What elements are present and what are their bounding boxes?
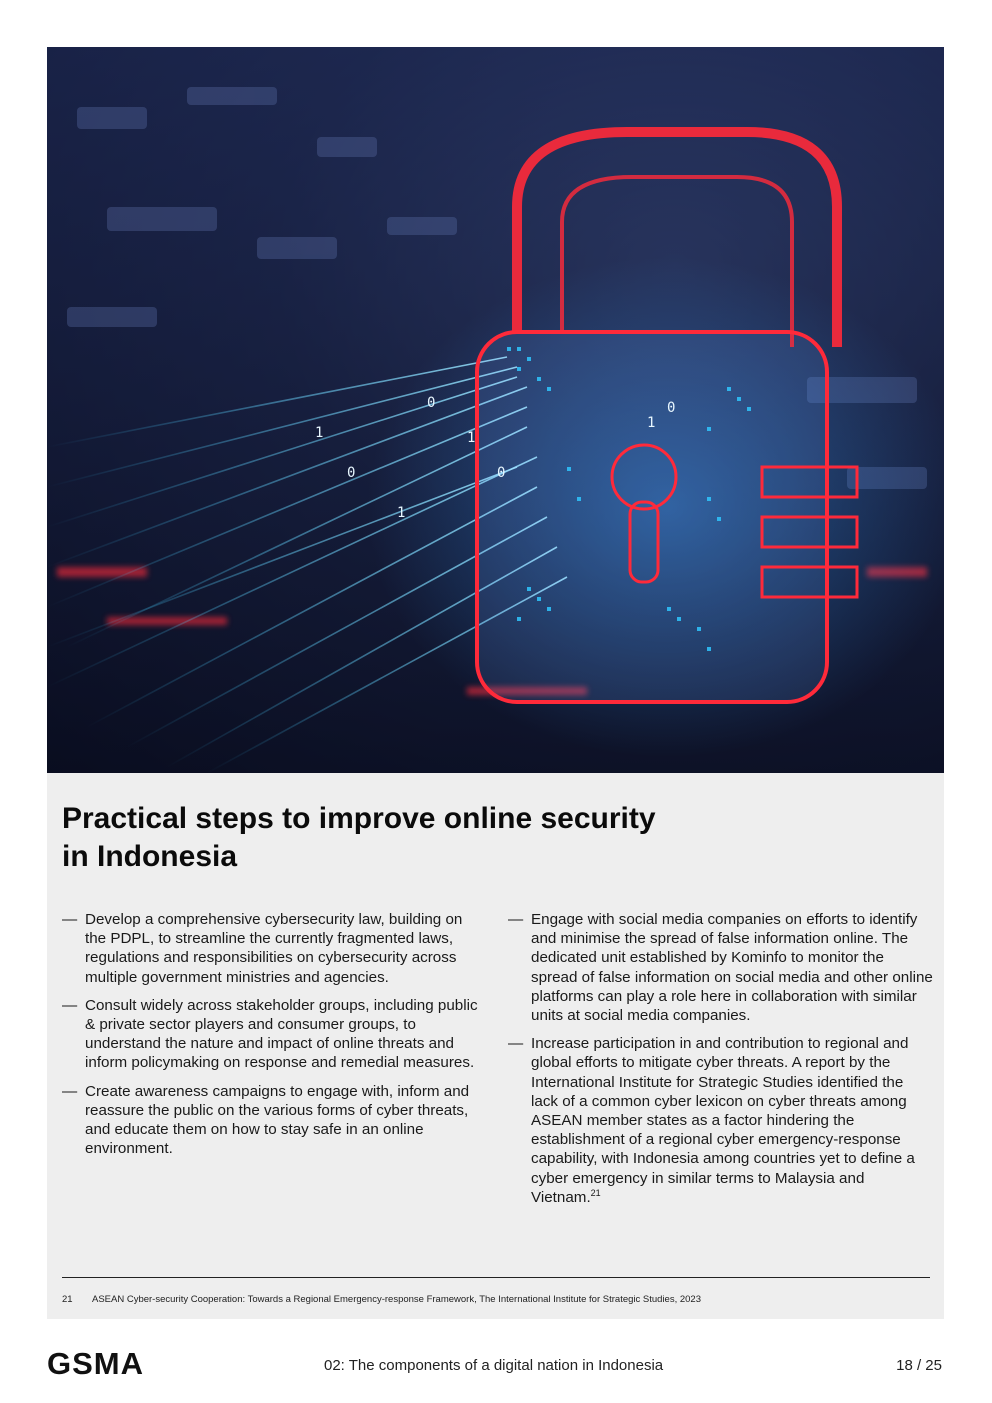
right-bullet-list	[508, 910, 933, 1216]
gsma-logo	[47, 1349, 199, 1382]
svg-text:1: 1	[467, 430, 476, 446]
footnote-text: ASEAN Cyber-security Cooperation: Towards a Regional Emergency-response Framework, The International Institute for Strategic Studies, 2023	[92, 1294, 702, 1305]
dash-bullet: —	[62, 1082, 78, 1100]
list-item: — Engage with social media companies on efforts to identify and minimise the spread of false information online. The dedicated unit established by Kominfo to monitor the spread of false information on social media and other online platforms can play a role here in collaboration with similar units at social media companies.	[508, 911, 933, 1025]
padlock-illustration	[47, 47, 944, 773]
svg-text:1: 1	[647, 415, 656, 431]
logo-text: GSMA	[47, 1349, 144, 1377]
section-title: 02: The components of a digital nation in Indonesia	[324, 1357, 664, 1374]
page-title: Practical steps to improve online security in Indonesia	[62, 802, 656, 873]
footnote	[62, 1294, 701, 1305]
dash-bullet: —	[508, 911, 524, 928]
dash-bullet: —	[62, 996, 78, 1014]
page-number: 18 / 25	[896, 1357, 942, 1374]
dash-bullet: —	[62, 911, 78, 928]
svg-text:0: 0	[497, 465, 506, 481]
svg-text:0: 0	[347, 465, 356, 481]
list-item: — Develop a comprehensive cybersecurity law, building on the PDPL, to streamline the currently fragmented laws, regulations and responsibilities on cybersecurity across multiple government ministries and agencies.	[62, 911, 463, 986]
logo-wordmark	[47, 1349, 199, 1377]
svg-text:1: 1	[397, 505, 406, 521]
list-item: — Consult widely across stakeholder groups, including public & private sector players and consumer groups, to understand the nature and impact of online threats and inform policymaking on response and remedial measures.	[62, 996, 478, 1072]
list-item: — Increase participation in and contribution to regional and global efforts to mitigate cyber threats. A report by the International Institute for Strategic Studies identified the lack of a common cyber lexicon on cyber threats among ASEAN member states as a factor hindering the establishment of a regional cyber emergency-response capability, with Indonesia among countries yet to define a cyber emergency in similar terms to Malaysia and Vietnam.$^{21}$	[508, 1035, 915, 1206]
footnote-number: 21	[62, 1294, 73, 1305]
svg-text:0: 0	[667, 400, 676, 416]
svg-text:0: 0	[427, 395, 436, 411]
hero-image	[47, 47, 944, 773]
list-item: — Create awareness campaigns to engage with, inform and reassure the public on the various forms of cyber threats, and educate them on how to stay safe in an online environment.	[62, 1082, 470, 1158]
dash-bullet: —	[508, 1035, 524, 1053]
footnote-divider	[62, 1277, 930, 1278]
footnote-ref[interactable]: 21	[590, 1187, 601, 1198]
left-bullet-list	[62, 910, 486, 1167]
svg-text:1: 1	[315, 425, 324, 441]
